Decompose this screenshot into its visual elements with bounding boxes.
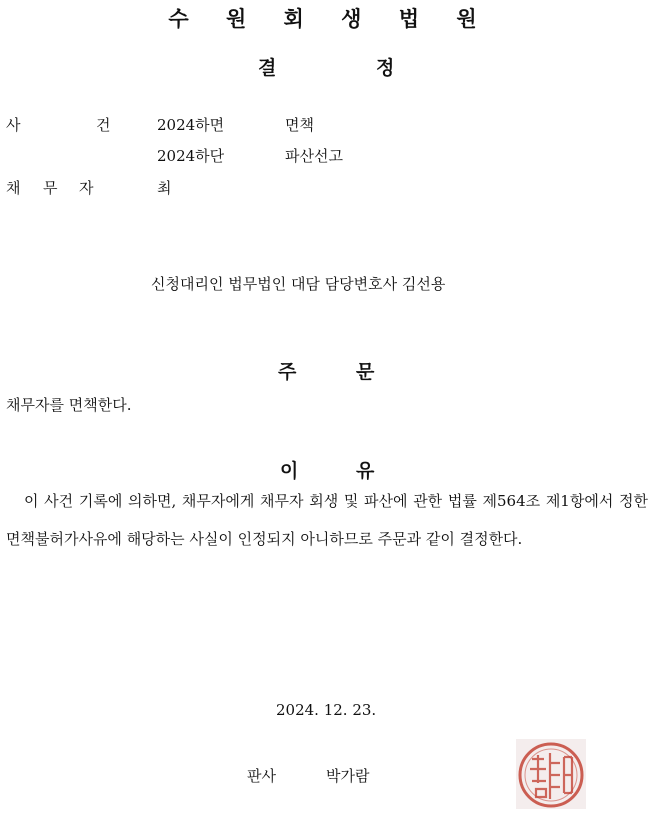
case-number-1: 2024하면: [157, 116, 225, 134]
case-label: [6, 114, 111, 135]
order-text: 채무자를 면책한다.: [6, 396, 132, 414]
order-heading-left: 주: [278, 361, 297, 383]
reason-heading-right: 유: [356, 460, 375, 482]
debtor-label: 채 무 자: [6, 179, 94, 197]
case-label-char-1: 사: [6, 116, 21, 134]
judge-name: 박가람: [326, 767, 370, 785]
case-name-2: 파산선고: [285, 147, 343, 165]
debtor-name: 최: [157, 179, 172, 197]
court-name: 수 원 회 생 법 원: [168, 7, 492, 31]
order-heading-right: 문: [356, 361, 375, 383]
reason-heading-left: 이: [280, 460, 299, 482]
agent-line: 신청대리인 법무법인 대담 담당변호사 김선용: [151, 275, 446, 293]
doc-type-right: 정: [376, 57, 395, 79]
decision-date: 2024. 12. 23.: [276, 701, 377, 719]
case-name-1: 면책: [285, 116, 314, 134]
reason-text: 이 사건 기록에 의하면, 채무자에게 채무자 회생 및 파산에 관한 법률 제564조 제1항에서 정한 면책불허가사유에 해당하는 사실이 인정되지 아니하므로 주문과 같이 결정한다.: [6, 492, 648, 548]
case-number-2: 2024하단: [157, 147, 225, 165]
case-label-char-2: 건: [96, 116, 111, 134]
doc-type-left: 결: [258, 57, 277, 79]
court-seal-stamp-icon: [516, 739, 586, 809]
judge-title: 판사: [247, 767, 276, 785]
